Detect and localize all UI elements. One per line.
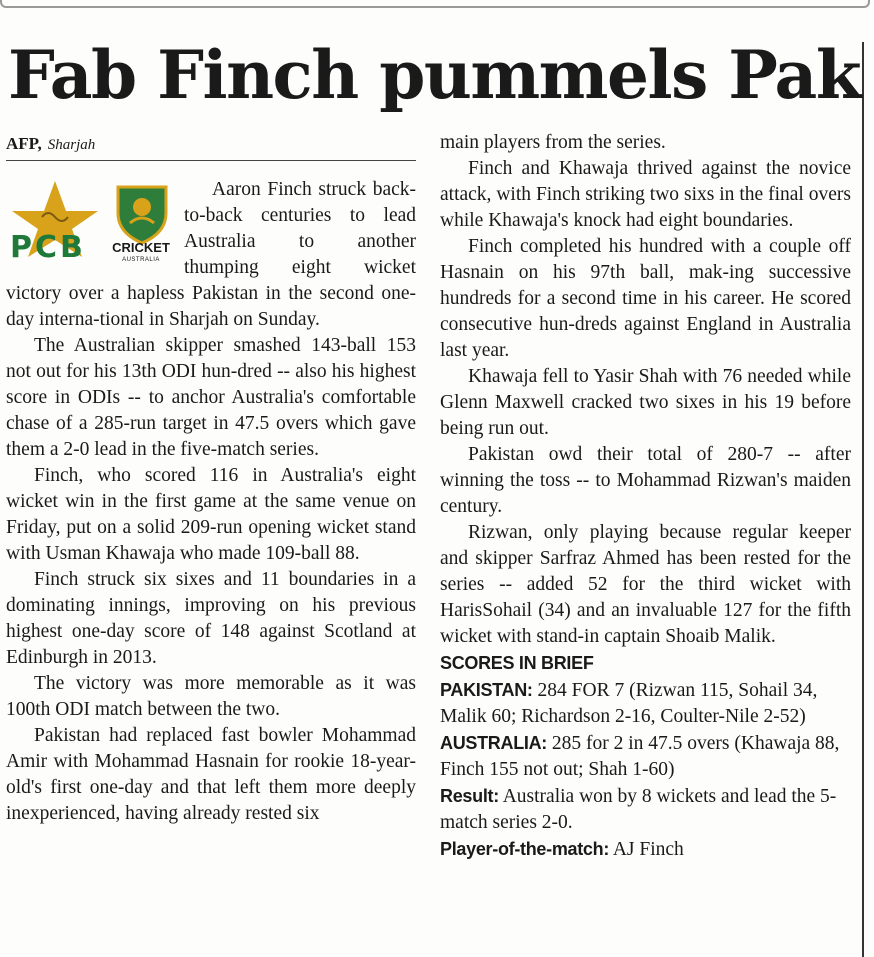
paragraph: Pakistan had replaced fast bowler Mohammad Amir with Mohammad Hasnain for rookie 18-year-old's first one-day and that left them more deeply inexperienced, having already rested six (6, 725, 416, 824)
paragraph-continuation: main players from the series. (440, 132, 666, 153)
paragraph: Rizwan, only playing because regular keeper and skipper Sarfraz Ahmed has been rested for the series -- added 52 for the third wicket with HarisSohail (34) and an invaluable 127 for the fifth wicket with stand-in captain Shoaib Malik. (440, 522, 851, 647)
paragraph: The victory was more memorable as it was 100th ODI match between the two. (6, 673, 416, 720)
potm-label: Player-of-the-match: (440, 839, 610, 859)
score-pakistan-label: PAKISTAN: (440, 680, 533, 700)
paragraph: Pakistan owd their total of 280-7 -- after winning the toss -- to Mohammad Rizwan's maiden century. (440, 444, 851, 517)
article-column-right (440, 130, 851, 863)
score-pakistan (440, 677, 851, 730)
paragraph: Aaron Finch struck back-to-back centuries to lead Australia to another thumping eight wicket victory over a hapless Pakistan in the second one-day interna-tional in Sharjah on Sunday. (6, 179, 416, 330)
ca-logo-text: CRICKET (112, 240, 170, 255)
paragraph: Finch, who scored 116 in Australia's eight wicket win in the first game at the same venue on Friday, put on a solid 209-run opening wicket stand with Usman Khawaja who made 109-ball 88. (6, 465, 416, 564)
match-result-label: Result: (440, 786, 499, 806)
paragraph: Finch struck six sixes and 11 boundaries in a dominating innings, improving on his previous highest one-day score of 148 against Scotland at Edinburgh in 2013. (6, 569, 416, 668)
paragraph: Finch and Khawaja thrived against the novice attack, with Finch striking two sixs in the final overs while Khawaja's knock had eight boundaries. (440, 158, 851, 231)
score-australia (440, 730, 851, 783)
score-australia-text: 285 for 2 in 47.5 overs (Khawaja 88, Finch 155 not out; Shah 1-60) (440, 733, 840, 780)
byline-agency: AFP, (6, 134, 42, 153)
score-pakistan-text: 284 FOR 7 (Rizwan 115, Sohail 34, Malik 60; Richardson 2-16, Coulter-Nile 2-52) (440, 680, 818, 727)
byline (6, 133, 416, 161)
scores-heading-text: SCORES IN BRIEF (440, 653, 594, 673)
ca-logo-subtext: AUSTRALIA (122, 257, 160, 263)
column-rule (862, 42, 864, 957)
headline: Fab Finch pummels Pak (8, 36, 861, 114)
player-of-the-match (440, 836, 851, 863)
match-result-text: Australia won by 8 wickets and lead the 5-match series 2-0. (440, 786, 837, 833)
paragraph: Khawaja fell to Yasir Shah with 76 needed while Glenn Maxwell cracked two sixes in his 19 before being run out. (440, 366, 851, 439)
article-column-left (6, 177, 416, 827)
page-frame-top (0, 0, 870, 8)
byline-location: Sharjah (47, 137, 96, 153)
match-result (440, 783, 851, 836)
paragraph: The Australian skipper smashed 143-ball 153 not out for his 13th ODI hun-dred -- also his highest score in ODIs -- to anchor Australia's comfortable chase of a 285-run target in 47.5 overs which gave them a 2-0 lead in the five-match series. (6, 335, 416, 460)
pcb-logo-text: PCB (10, 230, 86, 265)
scores-heading (440, 650, 851, 677)
potm-text: AJ Finch (612, 839, 684, 860)
paragraph: Finch completed his hundred with a couple off Hasnain on his 97th ball, mak-ing successive hundreds for a second time in his career. He scored consecutive hun-dreds against England in Australia last year. (440, 236, 851, 361)
logos (6, 177, 184, 281)
score-australia-label: AUSTRALIA: (440, 733, 547, 753)
